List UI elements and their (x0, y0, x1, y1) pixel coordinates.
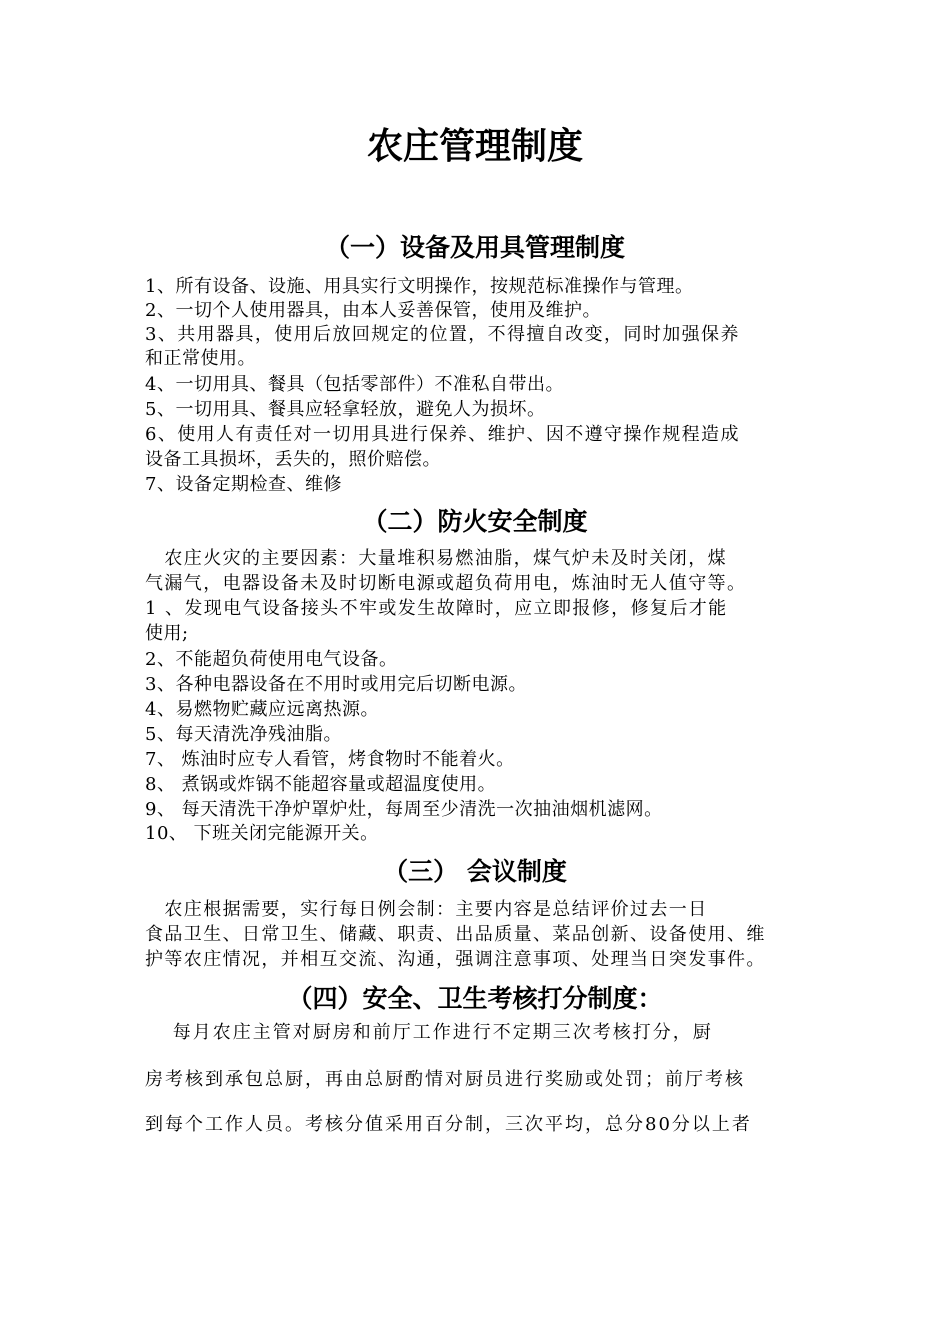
paragraph-line: 气漏气，电器设备未及时切断电源或超负荷用电，炼油时无人值守等。 (145, 573, 747, 594)
paragraph-line: 4、易燃物贮藏应远离热源。 (145, 699, 379, 720)
paragraph-line: 设备工具损坏，丢失的，照价赔偿。 (145, 449, 441, 470)
paragraph-line: 6、使用人有责任对一切用具进行保养、维护、因不遵守操作规程造成 (145, 424, 740, 445)
paragraph-line: 房考核到承包总厨，再由总厨酌情对厨员进行奖励或处罚；前厅考核 (145, 1069, 745, 1090)
section-heading-fire-safety: （二）防火安全制度 (362, 507, 588, 536)
paragraph-line: 3、共用器具，使用后放回规定的位置，不得擅自改变，同时加强保养 (145, 324, 740, 345)
paragraph-line: 使用; (145, 623, 189, 644)
section-heading-equipment: （一）设备及用具管理制度 (324, 233, 625, 262)
document-title: 农庄管理制度 (366, 126, 583, 167)
paragraph-line: 2、一切个人使用器具，由本人妥善保管，使用及维护。 (145, 300, 601, 321)
paragraph-line: 5、每天清洗净残油脂。 (145, 724, 342, 745)
paragraph-line: 护等农庄情况，并相互交流、沟通，强调注意事项、处理当日突发事件。 (145, 949, 766, 970)
section-heading-meetings: （三） 会议制度 (383, 857, 567, 886)
paragraph-line: 农庄火灾的主要因素：大量堆积易燃油脂，煤气炉未及时关闭，煤 (145, 548, 727, 569)
paragraph-line: 农庄根据需要，实行每日例会制：主要内容是总结评价过去一日 (145, 899, 708, 920)
paragraph-line: 5、一切用具、餐具应轻拿轻放，避免人为损坏。 (145, 399, 546, 420)
paragraph-line: 和正常使用。 (145, 348, 256, 369)
paragraph-line: 食品卫生、日常卫生、储藏、职责、出品质量、菜品创新、设备使用、维 (145, 924, 766, 945)
paragraph-line: 7、设备定期检查、维修 (145, 474, 342, 495)
paragraph-line: 到每个工作人员。考核分值采用百分制，三次平均，总分80分以上者 (145, 1114, 752, 1135)
section-heading-safety-hygiene-assessment: （四）安全、卫生考核打分制度： (287, 984, 663, 1013)
paragraph-line: 10、 下班关闭完能源开关。 (145, 823, 379, 844)
paragraph-line: 9、 每天清洗干净炉罩炉灶，每周至少清洗一次抽油烟机滤网。 (145, 799, 663, 820)
paragraph-line: 4、一切用具、餐具（包括零部件）不准私自带出。 (145, 374, 564, 395)
paragraph-line: 8、 煮锅或炸锅不能超容量或超温度使用。 (145, 774, 497, 795)
paragraph-line: 3、各种电器设备在不用时或用完后切断电源。 (145, 674, 527, 695)
paragraph-line: 每月农庄主管对厨房和前厅工作进行不定期三次考核打分，厨 (145, 1022, 713, 1043)
paragraph-line: 1、所有设备、设施、用具实行文明操作，按规范标准操作与管理。 (145, 276, 694, 297)
paragraph-line: 1 、发现电气设备接头不牢或发生故障时，应立即报修，修复后才能 (145, 598, 728, 619)
paragraph-line: 7、 炼油时应专人看管，烤食物时不能着火。 (145, 749, 515, 770)
paragraph-line: 2、不能超负荷使用电气设备。 (145, 649, 398, 670)
